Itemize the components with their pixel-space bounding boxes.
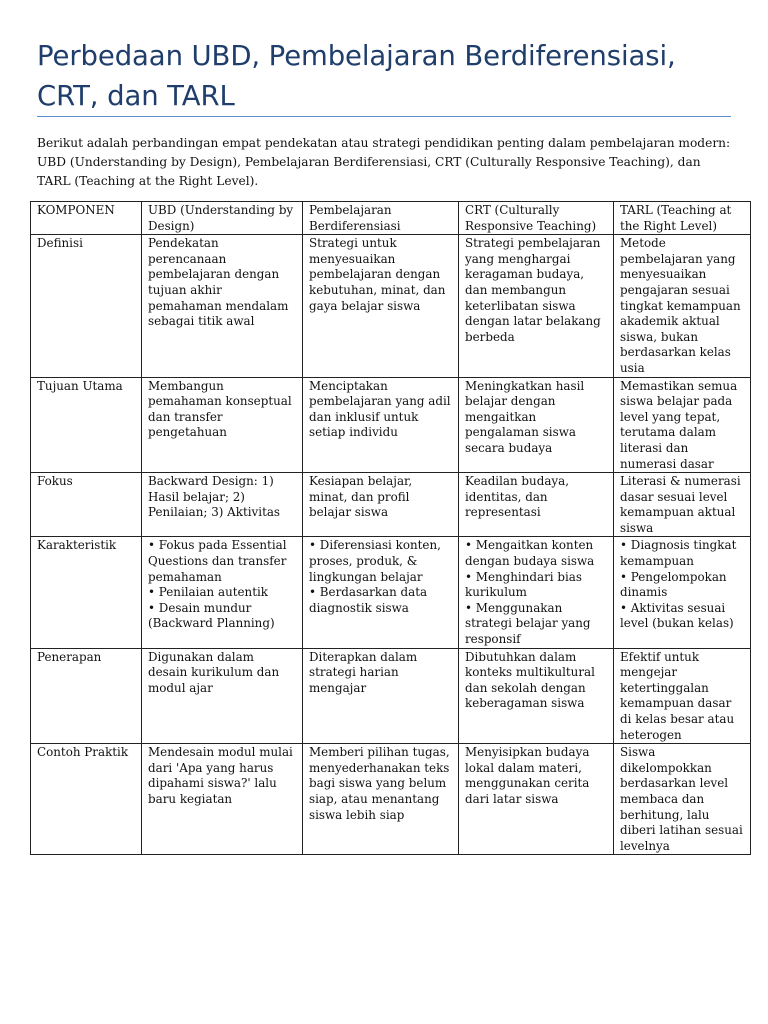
header-component: KOMPONEN [31,202,142,235]
cell-ubd [142,537,303,648]
cell-text-line: Diterapkan dalam strategi harian mengajar [309,649,418,695]
title-underline [37,116,731,117]
cell-text-line: Membangun pemahaman konseptual dan transfer pengetahuan [148,378,292,440]
cell-tarl [614,377,751,473]
cell-text-line: Efektif untuk mengejar ketertinggalan kemampuan dasar di kelas besar atau heterogen [620,649,735,742]
cell-ubd [142,377,303,473]
cell-ubd [142,473,303,537]
cell-ubd [142,235,303,377]
cell-text-line: • Mengaitkan konten dengan budaya siswa [465,538,595,569]
comparison-table [30,201,751,855]
intro-paragraph: Berikut adalah perbandingan empat pendekatan atau strategi pendidikan penting dalam pembelajaran modern: UBD (Understanding by Design), Pembelajaran Berdiferensiasi, CRT (Culturally Responsive Teaching), dan TARL (Teaching at the Right Level). [37,136,731,188]
page-title: Perbedaan UBD, Pembelajaran Berdiferensiasi, CRT, dan TARL [37,40,676,112]
cell-text-line: Memastikan semua siswa belajar pada level yang tepat, terutama dalam literasi dan numerasi dasar [620,378,738,471]
header-differentiated: Pembelajaran Berdiferensiasi [303,202,459,235]
cell-text-line: Menciptakan pembelajaran yang adil dan inklusif untuk setiap individu [309,378,451,440]
header-ubd: UBD (Understanding by Design) [142,202,303,235]
cell-text-line: • Fokus pada Essential Questions dan transfer pemahaman [148,538,287,584]
table-header-row [31,202,751,235]
row-component-cell: Contoh Praktik [31,744,142,855]
cell-differentiated [303,473,459,537]
table-row [31,377,751,473]
table-row [31,744,751,855]
cell-differentiated [303,377,459,473]
cell-tarl [614,473,751,537]
cell-tarl [614,744,751,855]
header-tarl: TARL (Teaching at the Right Level) [614,202,751,235]
cell-crt [459,377,614,473]
cell-differentiated [303,235,459,377]
cell-text-line: • Diferensiasi konten, proses, produk, & lingkungan belajar [309,538,441,584]
row-component-cell: Tujuan Utama [31,377,142,473]
table-row [31,473,751,537]
cell-text-line: Strategi pembelajaran yang menghargai keragaman budaya, dan membangun keterlibatan siswa dengan latar belakang berbeda [465,236,601,344]
table-body [31,235,751,855]
cell-text-line: • Desain mundur (Backward Planning) [148,600,275,631]
cell-text-line: Strategi untuk menyesuaikan pembelajaran dengan kebutuhan, minat, dan gaya belajar siswa [309,236,446,313]
table-row [31,235,751,377]
cell-text-line: Menyisipkan budaya lokal dalam materi, menggunakan cerita dari latar siswa [465,745,590,806]
cell-text-line: Backward Design: 1) Hasil belajar; 2) Penilaian; 3) Aktivitas [148,474,281,520]
cell-tarl [614,235,751,377]
cell-ubd [142,648,303,744]
cell-text-line: • Menghindari bias kurikulum [465,569,582,600]
cell-tarl [614,537,751,648]
cell-text-line: • Aktivitas sesuai level (bukan kelas) [620,600,734,631]
cell-differentiated [303,744,459,855]
cell-differentiated [303,648,459,744]
cell-text-line: • Diagnosis tingkat kemampuan [620,538,737,569]
cell-differentiated [303,537,459,648]
cell-text-line: Metode pembelajaran yang menyesuaikan pengajaran sesuai tingkat kemampuan akademik aktual siswa, bukan berdasarkan kelas usia [620,236,741,375]
cell-text-line: Digunakan dalam desain kurikulum dan modul ajar [148,649,280,695]
cell-crt [459,473,614,537]
cell-text-line: • Berdasarkan data diagnostik siswa [309,585,428,615]
cell-crt [459,648,614,744]
cell-text-line: • Penilaian autentik [148,585,268,600]
table-row [31,537,751,648]
cell-text-line: Kesiapan belajar, minat, dan profil belajar siswa [309,474,413,520]
cell-text-line: Mendesain modul mulai dari 'Apa yang harus dipahami siswa?' lalu baru kegiatan [148,745,293,806]
cell-crt [459,537,614,648]
header-crt: CRT (Culturally Responsive Teaching) [459,202,614,235]
row-component-cell: Fokus [31,473,142,537]
cell-text-line: Dibutuhkan dalam konteks multikultural dan sekolah dengan keberagaman siswa [465,649,595,711]
cell-text-line: Siswa dikelompokkan berdasarkan level membaca dan berhitung, lalu diberi latihan sesuai levelnya [620,745,743,853]
table-row [31,648,751,744]
row-component-cell: Penerapan [31,648,142,744]
cell-text-line: Literasi & numerasi dasar sesuai level kemampuan aktual siswa [620,474,741,535]
row-component-cell: Karakteristik [31,537,142,648]
cell-text-line: Meningkatkan hasil belajar dengan mengaitkan pengalaman siswa secara budaya [465,378,585,455]
cell-text-line: • Pengelompokan dinamis [620,569,727,600]
cell-tarl [614,648,751,744]
cell-text-line: • Menggunakan strategi belajar yang responsif [465,600,591,647]
cell-text-line: Memberi pilihan tugas, menyederhanakan teks bagi siswa yang belum siap, atau menantang siswa lebih siap [309,745,450,822]
row-component-cell: Definisi [31,235,142,377]
cell-crt [459,744,614,855]
cell-text-line: Pendekatan perencanaan pembelajaran dengan tujuan akhir pemahaman mendalam sebagai titik awal [148,236,289,329]
cell-crt [459,235,614,377]
cell-text-line: Keadilan budaya, identitas, dan representasi [465,474,569,520]
cell-ubd [142,744,303,855]
